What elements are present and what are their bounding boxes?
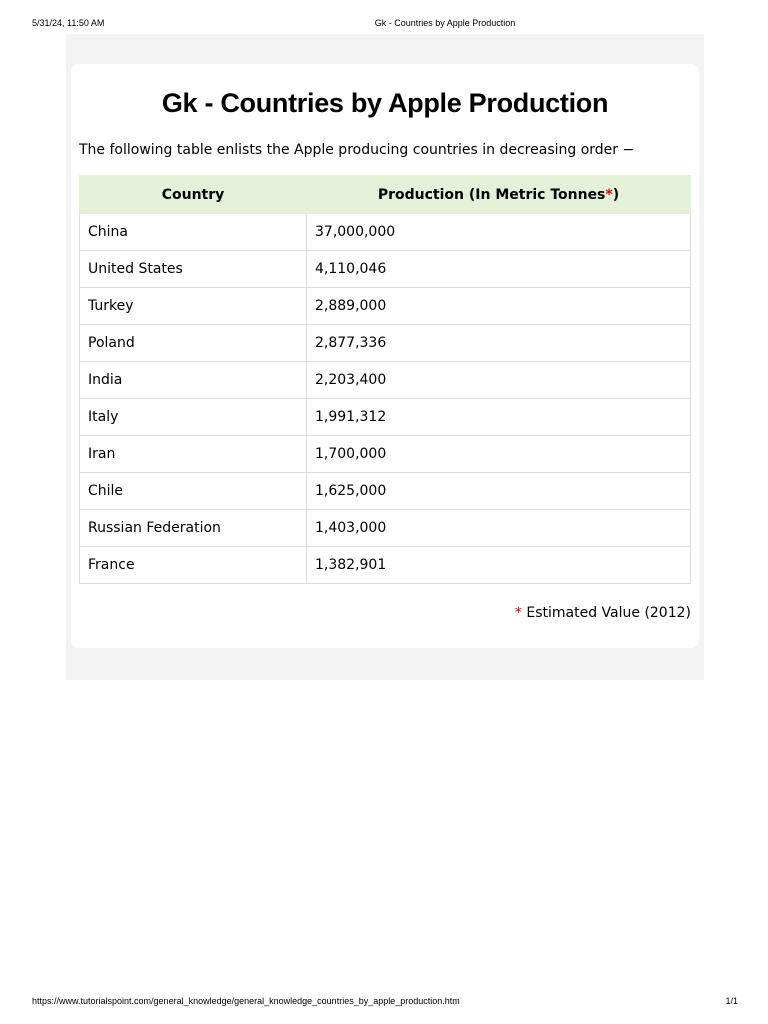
country-cell: Turkey	[80, 288, 307, 325]
production-table	[79, 175, 691, 584]
country-cell: Russian Federation	[80, 510, 307, 547]
production-cell: 2,203,400	[307, 362, 691, 399]
production-cell: 1,625,000	[307, 473, 691, 510]
production-header-label: Production (In Metric Tonnes	[377, 186, 606, 203]
country-cell: Poland	[80, 325, 307, 362]
intro-text: The following table enlists the Apple producing countries in decreasing order −	[79, 142, 635, 158]
table-row	[80, 362, 691, 399]
production-cell: 1,403,000	[307, 510, 691, 547]
page-number: 1/1	[725, 996, 738, 1006]
production-cell: 2,877,336	[307, 325, 691, 362]
note-asterisk: *	[514, 605, 522, 621]
country-cell: France	[80, 547, 307, 584]
production-cell: 2,889,000	[307, 288, 691, 325]
table-header-row	[80, 176, 691, 214]
content-card	[71, 64, 699, 648]
table-row	[80, 214, 691, 251]
production-cell: 1,382,901	[307, 547, 691, 584]
column-header-production	[307, 176, 691, 214]
table-row	[80, 288, 691, 325]
table-row	[80, 473, 691, 510]
note-text: Estimated Value (2012)	[521, 605, 691, 621]
print-url: https://www.tutorialspoint.com/general_knowledge/general_knowledge_countries_by_apple_production.htm	[32, 996, 460, 1006]
country-cell: Chile	[80, 473, 307, 510]
estimate-asterisk: *	[605, 186, 613, 203]
country-cell: China	[80, 214, 307, 251]
production-header-close: )	[612, 186, 620, 203]
country-cell: Iran	[80, 436, 307, 473]
production-cell: 37,000,000	[307, 214, 691, 251]
table-row	[80, 251, 691, 288]
print-timestamp: 5/31/24, 11:50 AM	[32, 18, 105, 28]
production-cell: 1,991,312	[307, 399, 691, 436]
column-header-country: Country	[80, 176, 307, 214]
estimate-note	[515, 605, 691, 621]
print-page-title: Gk - Countries by Apple Production	[374, 18, 516, 28]
table-row	[80, 547, 691, 584]
page-title: Gk - Countries by Apple Production	[161, 88, 609, 118]
table-row	[80, 510, 691, 547]
table-row	[80, 399, 691, 436]
country-cell: India	[80, 362, 307, 399]
country-cell: Italy	[80, 399, 307, 436]
print-footer	[0, 996, 768, 1010]
country-cell: United States	[80, 251, 307, 288]
table-row	[80, 325, 691, 362]
production-cell: 4,110,046	[307, 251, 691, 288]
production-cell: 1,700,000	[307, 436, 691, 473]
print-header	[0, 18, 768, 32]
table-row	[80, 436, 691, 473]
